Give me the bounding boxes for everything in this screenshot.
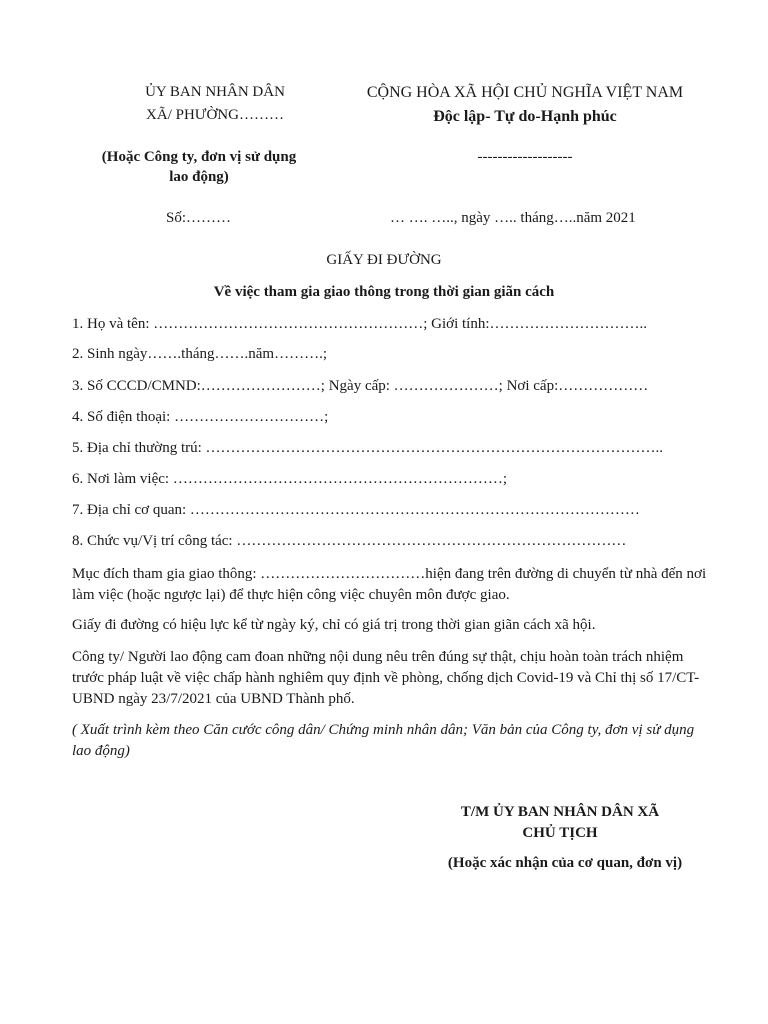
- field-workplace: 6. Nơi làm việc: …………………………………………………………;: [72, 471, 507, 487]
- signature-role: CHỦ TỊCH: [522, 825, 598, 841]
- issuer-alt-note-line1: (Hoặc Công ty, đơn vị sử dụng: [101, 149, 297, 165]
- purpose-paragraph: Mục đích tham gia giao thông: ……………………………hiện đang trên đường di chuyển từ nhà đến nơi làm việc (hoặc ngược lại) để thực hiện công việc chuyên môn được giao.: [72, 566, 707, 603]
- document-title: GIẤY ĐI ĐƯỜNG: [326, 252, 442, 268]
- document-subtitle: Về việc tham gia giao thông trong thời gian giãn cách: [213, 284, 555, 300]
- issuer-name: ỦY BAN NHÂN DÂN: [145, 84, 285, 100]
- field-birth-date: 2. Sinh ngày…….tháng…….năm……….;: [72, 346, 327, 362]
- field-id-number: 3. Số CCCD/CMND:……………………; Ngày cấp: …………………; Nơi cấp:………………: [72, 378, 649, 394]
- document-number: Số:………: [166, 210, 232, 226]
- field-permanent-address: 5. Địa chỉ thường trú: ………………………………………………………………………………..: [72, 440, 664, 456]
- field-full-name: 1. Họ và tên: ………………………………………………; Giới tính:…………………………..: [72, 316, 648, 332]
- national-motto: Độc lập- Tự do-Hạnh phúc: [433, 108, 617, 125]
- national-title: CỘNG HÒA XÃ HỘI CHỦ NGHĨA VIỆT NAM: [366, 84, 684, 101]
- validity-paragraph: Giấy đi đường có hiệu lực kể từ ngày ký, chỉ có giá trị trong thời gian giãn cách xã hội.: [72, 617, 596, 633]
- issuer-alt-note-line2: lao động): [169, 169, 229, 185]
- document-date: … …. ….., ngày ….. tháng…..năm 2021: [390, 210, 636, 226]
- issuer-ward: XÃ/ PHƯỜNG………: [146, 107, 284, 123]
- field-phone: 4. Số điện thoại: …………………………;: [72, 409, 329, 425]
- attachment-note: ( Xuất trình kèm theo Căn cước công dân/ Chứng minh nhân dân; Văn bản của Công ty, đơn vị sử dụng lao động): [72, 722, 695, 759]
- header-divider: -------------------: [477, 149, 573, 165]
- signature-title: T/M ỦY BAN NHÂN DÂN XÃ: [460, 804, 660, 820]
- field-position: 8. Chức vụ/Vị trí công tác: ……………………………………………………………………: [72, 533, 627, 549]
- field-office-address: 7. Địa chỉ cơ quan: ………………………………………………………………………………: [72, 502, 640, 518]
- signature-alt-note: (Hoặc xác nhận của cơ quan, đơn vị): [447, 855, 683, 871]
- commitment-paragraph: Công ty/ Người lao động cam đoan những nội dung nêu trên đúng sự thật, chịu hoàn toàn trách nhiệm trước pháp luật về việc chấp hành nghiêm quy định về phòng, chống dịch Covid-19 và Chỉ thị số 17/CT-UBND ngày 23/7/2021 của UBND Thành phố.: [72, 649, 700, 707]
